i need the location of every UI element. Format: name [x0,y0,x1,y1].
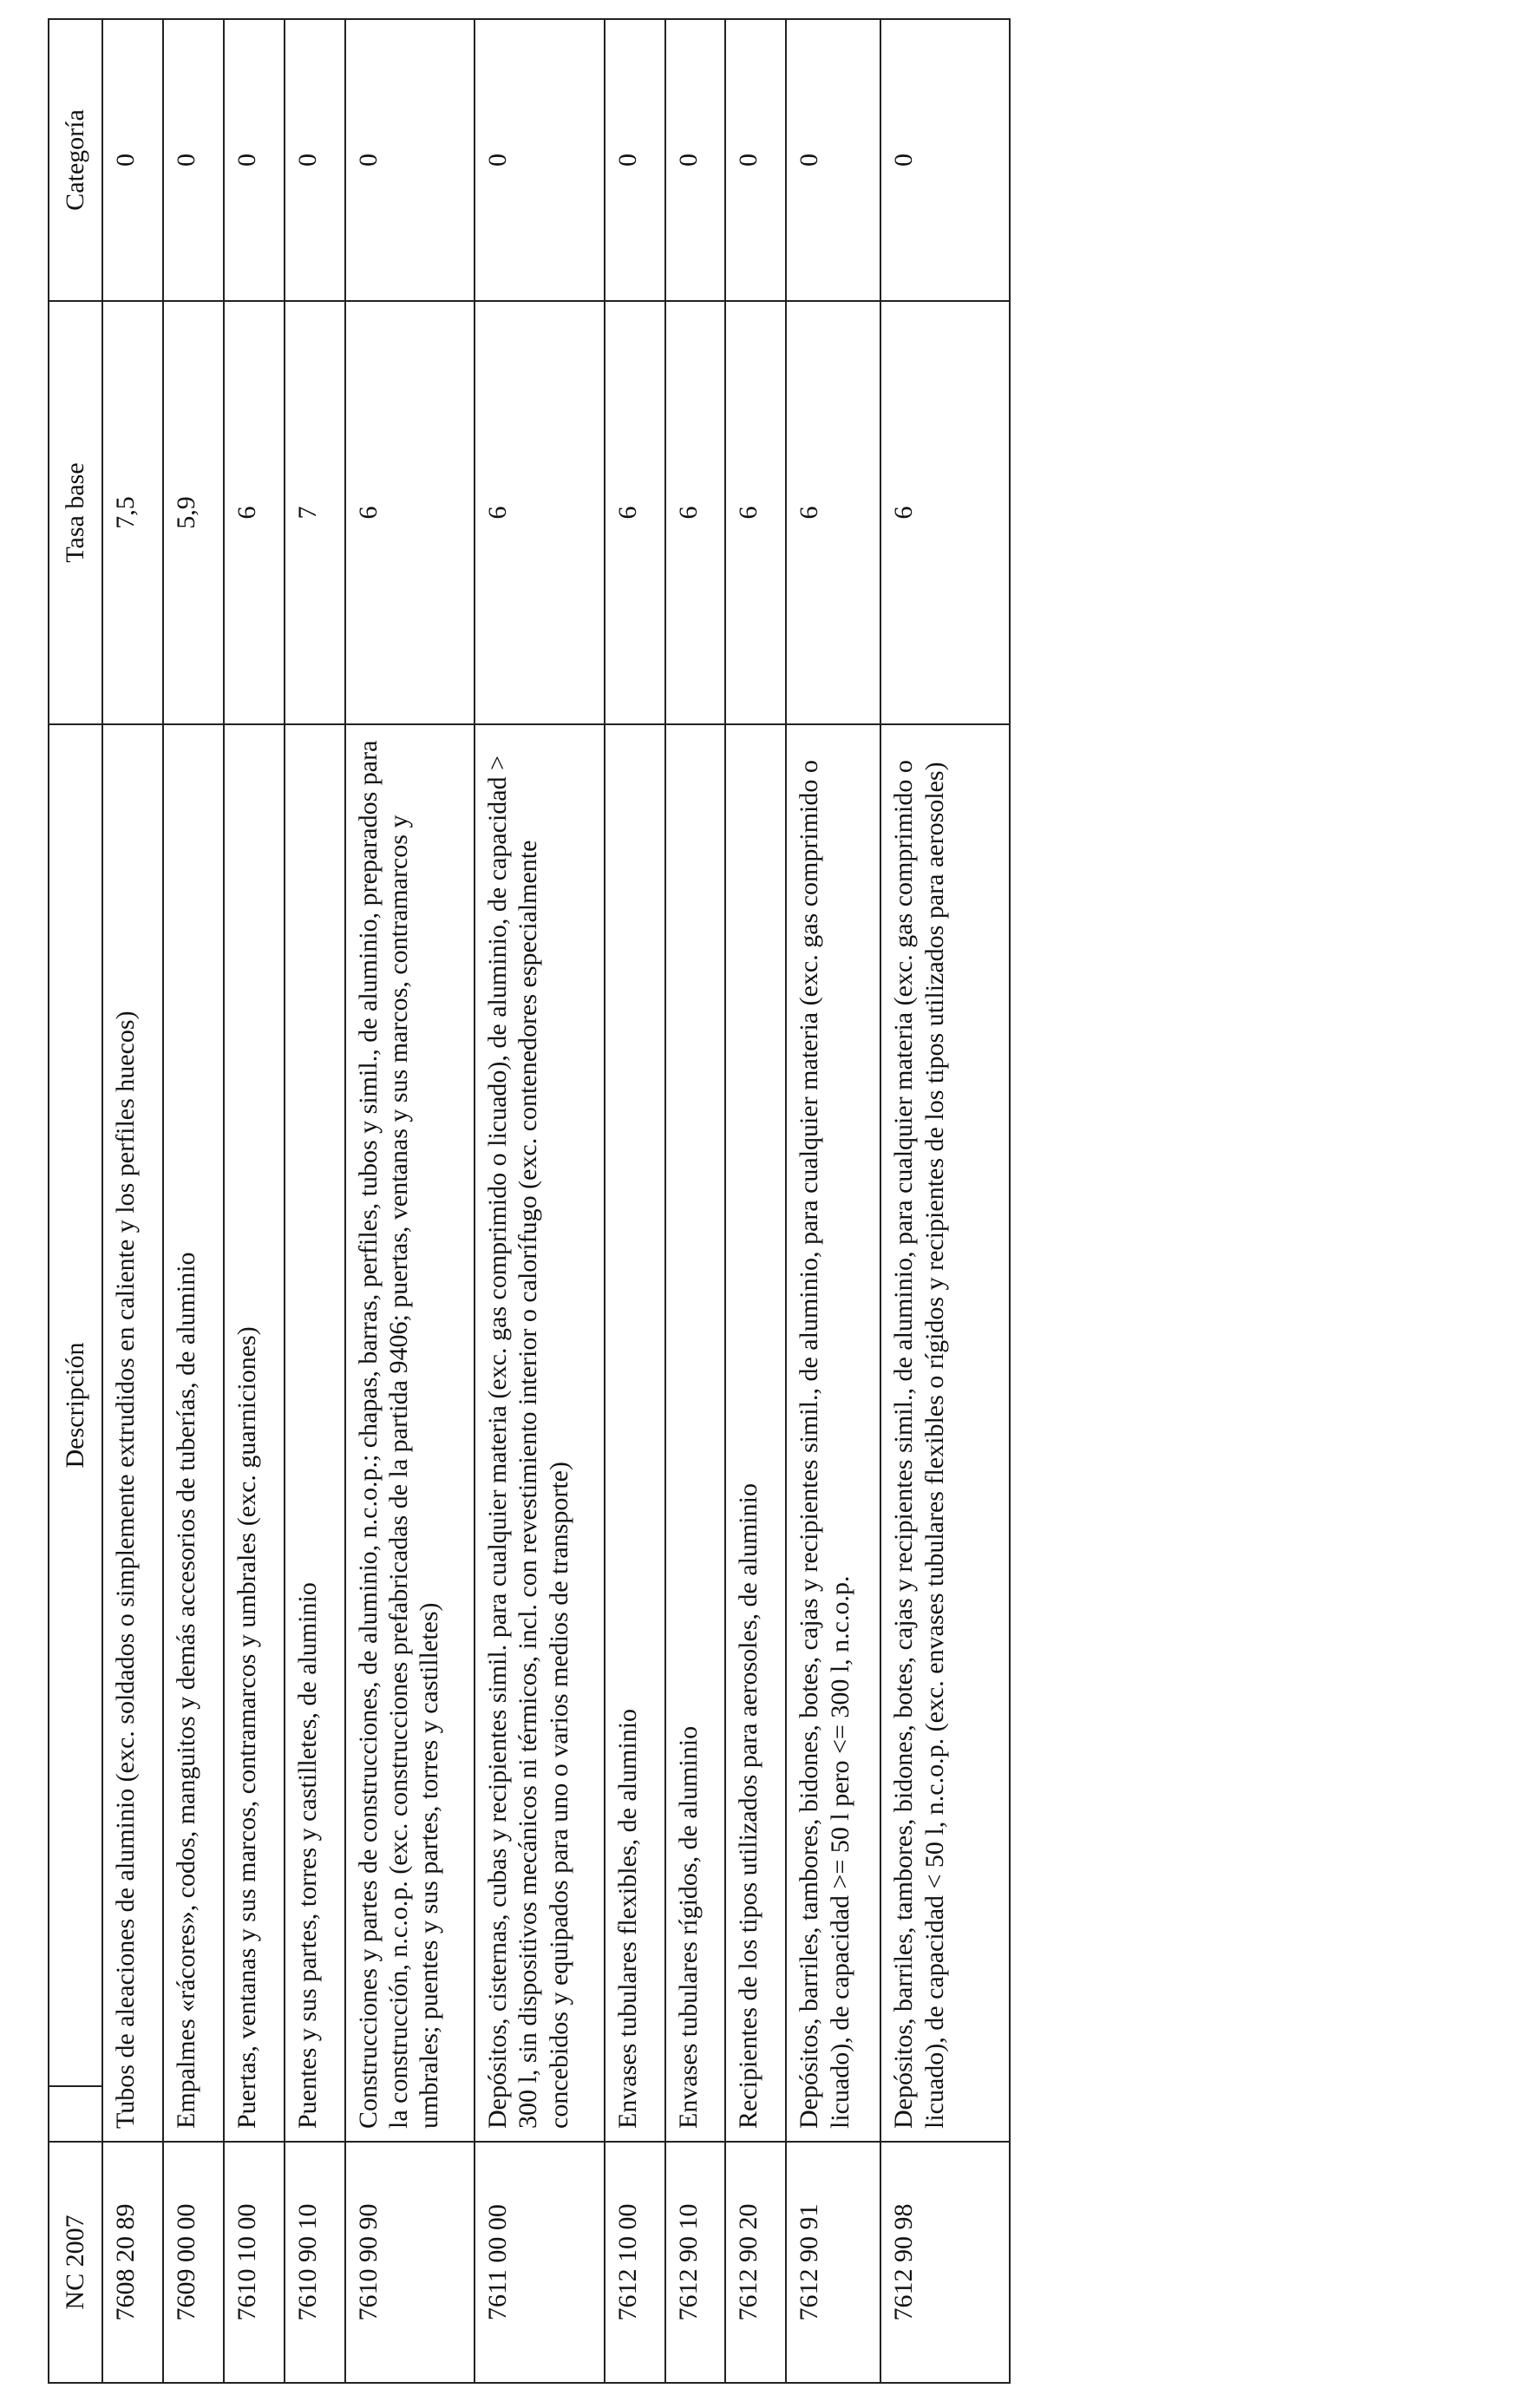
table-row [285,19,345,2383]
cell-category: 0 [605,19,665,301]
cell-rate: 7,5 [102,301,163,724]
table-row [102,19,163,2383]
cell-category: 0 [474,19,605,301]
cell-rate: 6 [605,301,665,724]
cell-rate: 6 [786,301,880,724]
table-row [665,19,726,2383]
cell-description: Depósitos, barriles, tambores, bidones, botes, cajas y recipientes simil., de aluminio, para cualquier materia (exc. gas comprimido o licuado), de capacidad >= 50 l pero <= 300 l, n.c.o.p. [786,724,880,2142]
table-row [880,19,1010,2383]
cell-rate: 6 [474,301,605,724]
header-description: Descripción [49,724,102,2086]
rotated-page [48,20,1011,2384]
cell-description: Puentes y sus partes, torres y castilletes, de aluminio [285,724,345,2142]
cell-rate: 7 [285,301,345,724]
header-gap [49,2086,102,2142]
cell-code: 7612 90 98 [880,2142,1010,2383]
cell-description: Empalmes «rácores», codos, manguitos y demás accesorios de tuberías, de aluminio [163,724,224,2142]
cell-category: 0 [345,19,475,301]
cell-rate: 6 [665,301,726,724]
table-row [345,19,475,2383]
header-category: Categoría [49,19,102,301]
cell-code: 7610 10 00 [224,2142,285,2383]
cell-code: 7612 90 20 [725,2142,786,2383]
cell-code: 7610 90 10 [285,2142,345,2383]
cell-rate: 6 [725,301,786,724]
cell-description: Construcciones y partes de construcciones, de aluminio, n.c.o.p.; chapas, barras, perfiles, tubos y simil., de aluminio, preparados para la construcción, n.c.o.p. (exc. construcciones prefabricadas de la partida 9406; puertas, ventanas y sus marcos, contramarcos y umbrales; puentes y sus partes, torres y castilletes) [345,724,475,2142]
cell-code: 7612 10 00 [605,2142,665,2383]
cell-code: 7609 00 00 [163,2142,224,2383]
table-header-row [49,19,102,2383]
cell-category: 0 [163,19,224,301]
cell-code: 7608 20 89 [102,2142,163,2383]
cell-description: Puertas, ventanas y sus marcos, contramarcos y umbrales (exc. guarniciones) [224,724,285,2142]
cell-description: Tubos de aleaciones de aluminio (exc. soldados o simplemente extrudidos en caliente y los perfiles huecos) [102,724,163,2142]
cell-description: Depósitos, cisternas, cubas y recipientes simil. para cualquier materia (exc. gas comprimido o licuado), de aluminio, de capacidad > 300 l, sin dispositivos mecánicos ni térmicos, incl. con revestimiento interior o calorífugo (exc. contenedores especialmente concebidos y equipados para uno o varios medios de transporte) [474,724,605,2142]
cell-rate: 5,9 [163,301,224,724]
cell-code: 7610 90 90 [345,2142,475,2383]
cell-description: Recipientes de los tipos utilizados para aerosoles, de aluminio [725,724,786,2142]
cell-description: Envases tubulares flexibles, de aluminio [605,724,665,2142]
table-row [224,19,285,2383]
cell-code: 7611 00 00 [474,2142,605,2383]
cell-code: 7612 90 91 [786,2142,880,2383]
cell-category: 0 [102,19,163,301]
cell-description: Depósitos, barriles, tambores, bidones, botes, cajas y recipientes simil., de aluminio, para cualquier materia (exc. gas comprimido o licuado), de capacidad < 50 l, n.c.o.p. (exc. envases tubulares flexibles o rígidos y recipientes de los tipos utilizados para aerosoles) [880,724,1010,2142]
cell-rate: 6 [880,301,1010,724]
table-row [474,19,605,2383]
table-row [605,19,665,2383]
table-row [163,19,224,2383]
cell-rate: 6 [224,301,285,724]
cell-category: 0 [880,19,1010,301]
table-row [786,19,880,2383]
header-rate: Tasa base [49,301,102,724]
cell-category: 0 [725,19,786,301]
cell-rate: 6 [345,301,475,724]
cell-category: 0 [224,19,285,301]
cell-category: 0 [665,19,726,301]
table-row [725,19,786,2383]
cell-code: 7612 90 10 [665,2142,726,2383]
tariff-table [48,18,1011,2384]
cell-category: 0 [786,19,880,301]
header-code: NC 2007 [49,2142,102,2383]
cell-description: Envases tubulares rígidos, de aluminio [665,724,726,2142]
cell-category: 0 [285,19,345,301]
